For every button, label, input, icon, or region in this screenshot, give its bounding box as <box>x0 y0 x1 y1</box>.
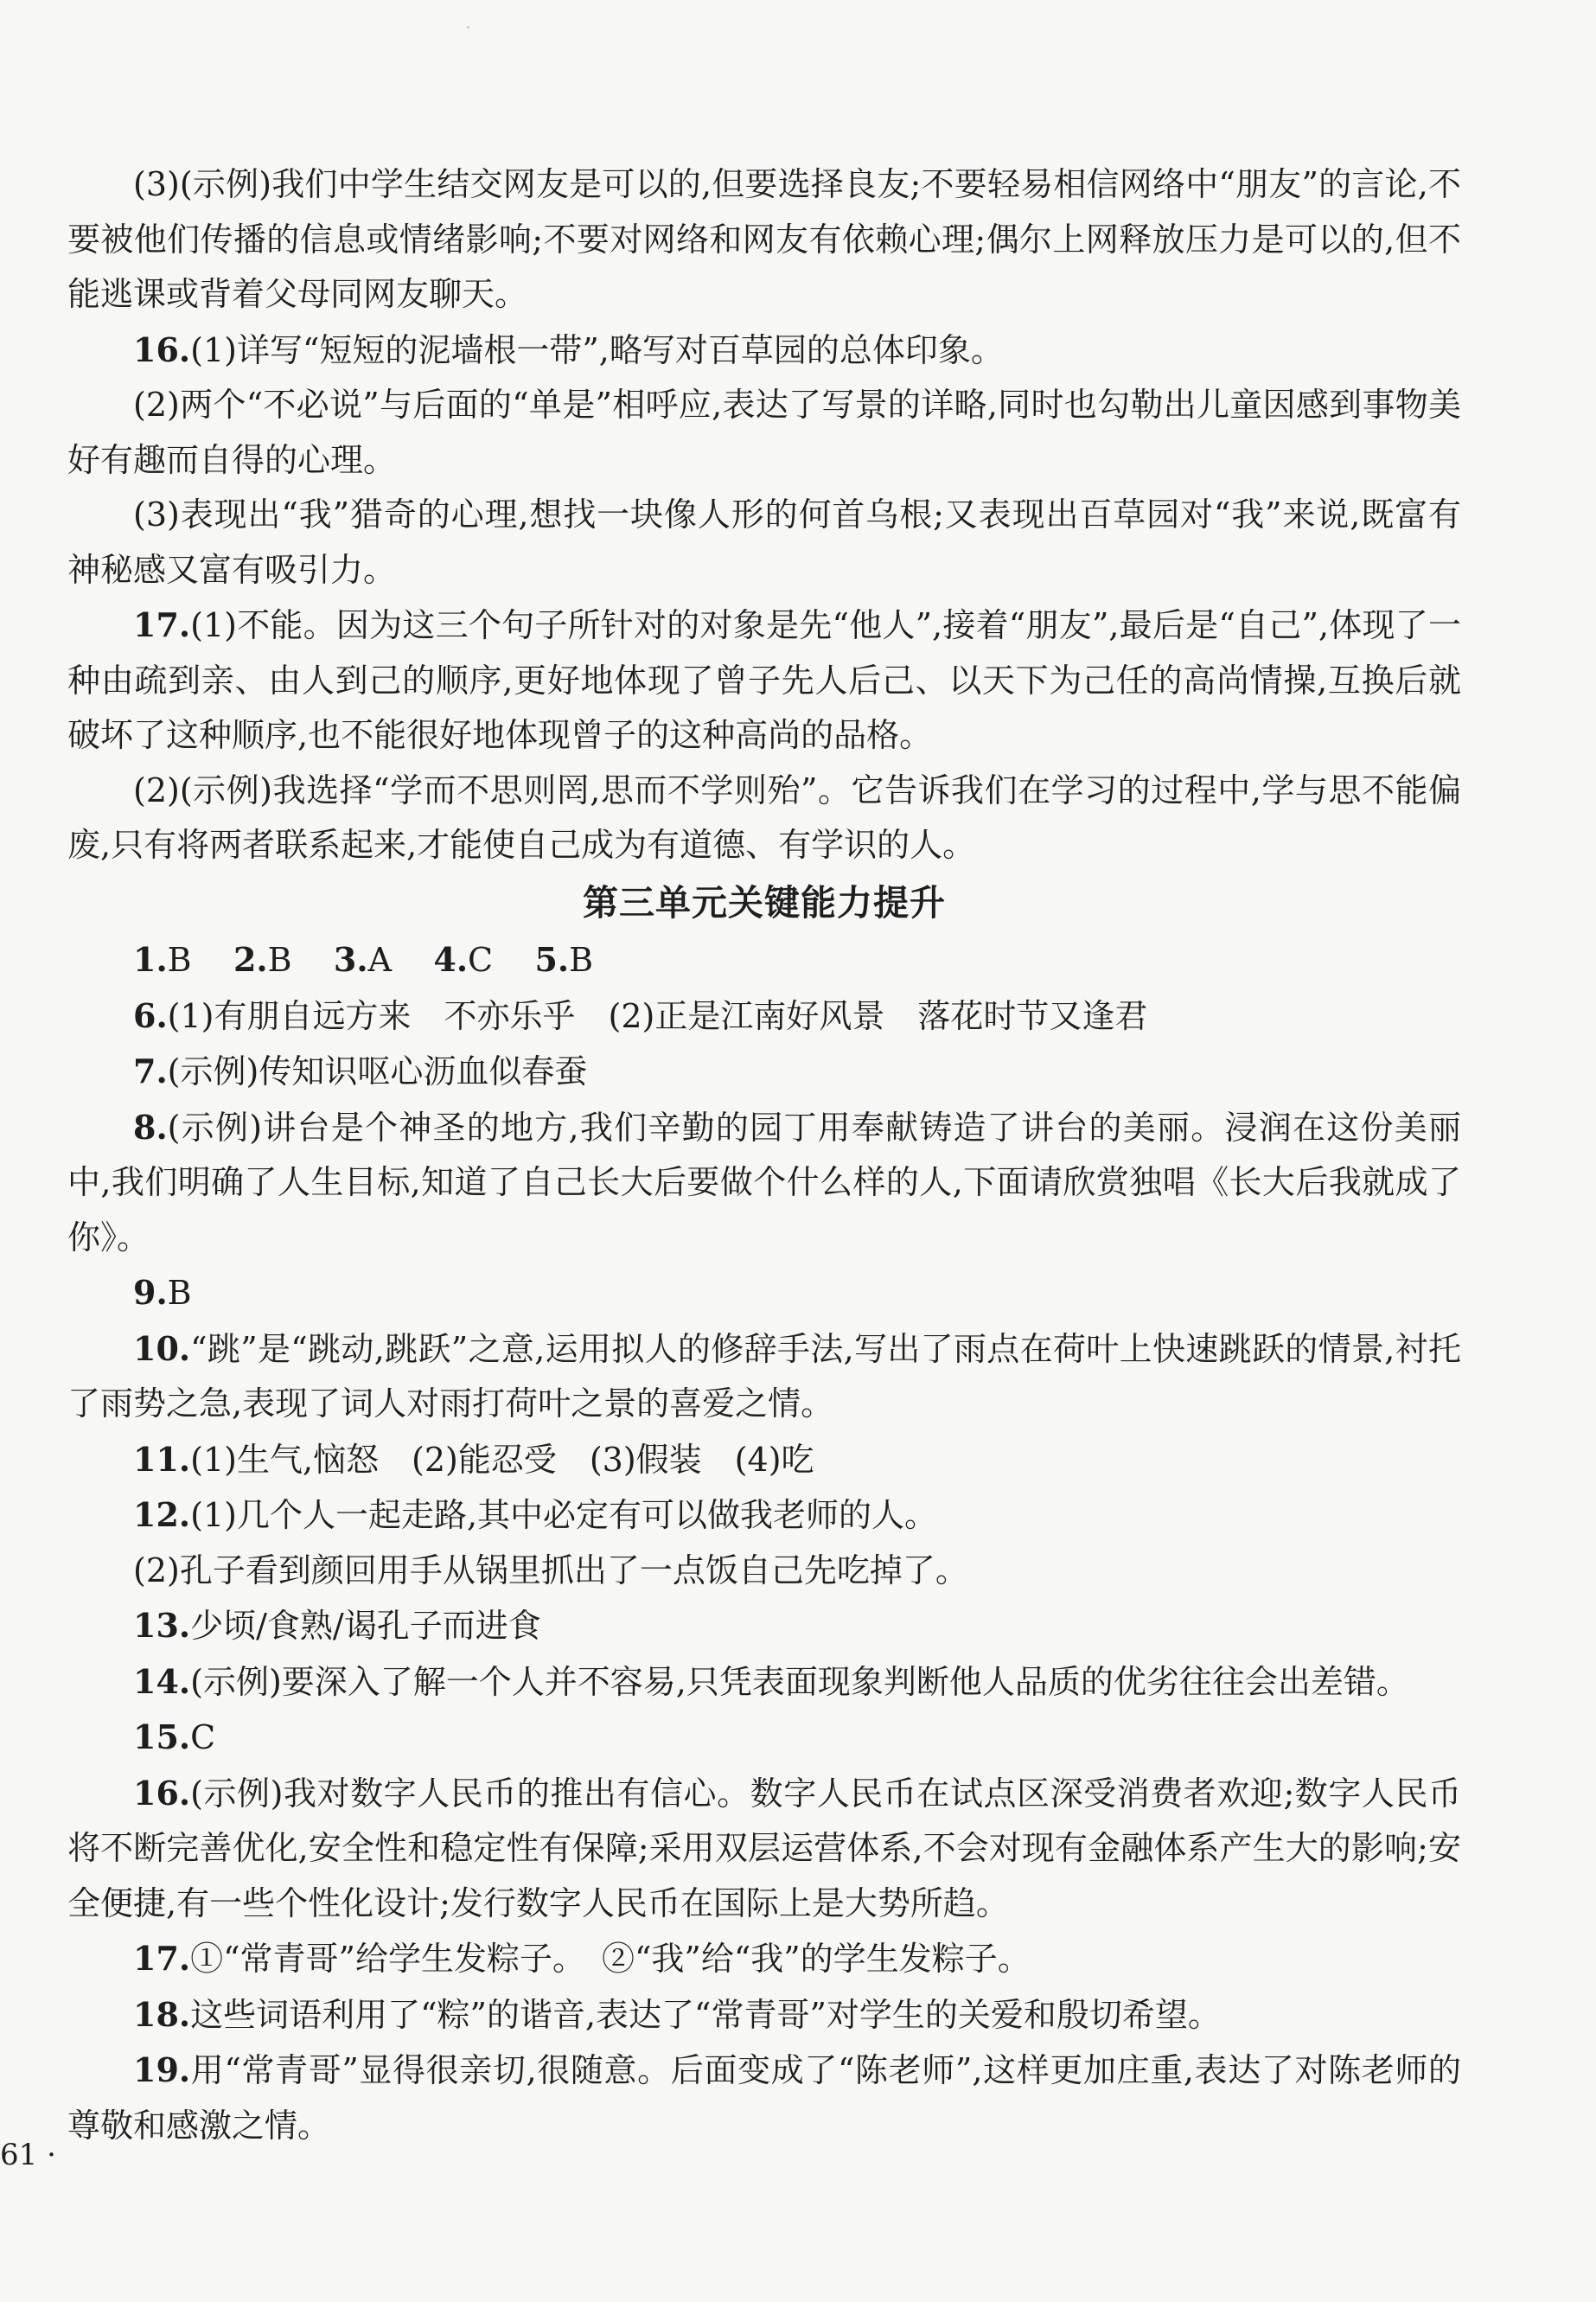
question-number: 19. <box>133 2050 191 2089</box>
mc-answer-4: 4.C <box>433 940 494 979</box>
answer-paragraph <box>67 1766 1461 1932</box>
answer-paragraph <box>67 1987 1461 2043</box>
answers-after-section <box>67 988 1461 2154</box>
answer-text: (1)详写“短短的泥墙根一带”,略写对百草园的总体印象。 <box>190 330 1004 369</box>
question-number: 12. <box>133 1495 191 1534</box>
question-number: 13. <box>133 1606 191 1645</box>
answer-paragraph <box>67 1710 1461 1766</box>
question-number: 9. <box>133 1273 168 1312</box>
answer-paragraph <box>67 1100 1461 1266</box>
question-number: 17. <box>133 605 191 644</box>
question-number: 7. <box>133 1052 168 1090</box>
answer-paragraph <box>67 378 1461 488</box>
answer-paragraph <box>67 988 1461 1045</box>
answer-text: (3)表现出“我”猎奇的心理,想找一块像人形的何首乌根;又表现出百草园对“我”来说,既富有神秘感又富有吸引力。 <box>67 496 1461 589</box>
answer-text: (1)生气,恼怒 (2)能忍受 (3)假装 (4)吃 <box>190 1440 814 1479</box>
question-number: 16. <box>133 329 191 369</box>
answer-paragraph <box>67 1321 1461 1432</box>
page-number: 61 · <box>0 2138 56 2172</box>
section-title: 第三单元关键能力提升 <box>583 881 946 924</box>
answer-paragraph <box>67 1598 1461 1654</box>
answer-text: “跳”是“跳动,跳跃”之意,运用拟人的修辞手法,写出了雨点在荷叶上快速跳跃的情景,衬托了雨势之急,表现了词人对雨打荷叶之景的喜爱之情。 <box>67 1329 1461 1423</box>
answer-paragraph <box>67 598 1461 764</box>
answer-text: 少顷/食熟/谒孔子而进食 <box>190 1607 541 1645</box>
answer-paragraph <box>67 1931 1461 1987</box>
question-number: 15. <box>133 1717 191 1756</box>
mc-answer-2: 2.B <box>233 940 292 979</box>
answer-text: (1)有朋自远方来 不亦乐乎 (2)正是江南好风景 落花时节又逢君 <box>167 996 1148 1035</box>
answers-before-section <box>67 157 1461 873</box>
answer-text: (3)(示例)我们中学生结交网友是可以的,但要选择良友;不要轻易相信网络中“朋友”的言论,不要被他们传播的信息或情绪影响;不要对网络和网友有依赖心理;偶尔上网释放压力是可以的,但不能逃课或背着父母同网友聊天。 <box>67 165 1461 313</box>
answer-paragraph <box>67 323 1461 379</box>
answer-text: 用“常青哥”显得很亲切,很随意。后面变成了“陈老师”,这样更加庄重,表达了对陈老师的尊敬和感激之情。 <box>67 2051 1461 2145</box>
question-number: 17. <box>133 1939 191 1978</box>
question-number: 14. <box>133 1661 191 1701</box>
answer-paragraph <box>67 1654 1461 1711</box>
answer-paragraph <box>67 764 1461 873</box>
answer-text: (示例)传知识呕心沥血似春蚕 <box>167 1052 588 1090</box>
answer-paragraph <box>67 488 1461 598</box>
answer-paragraph <box>67 1544 1461 1599</box>
answer-text: (示例)要深入了解一个人并不容易,只凭表面现象判断他人品质的优劣往往会出差错。 <box>190 1662 1409 1701</box>
answer-text: ①“常青哥”给学生发粽子。 ②“我”给“我”的学生发粽子。 <box>190 1940 1031 1978</box>
question-number: 10. <box>133 1328 191 1368</box>
answer-paragraph <box>67 1044 1461 1100</box>
answer-text: (1)不能。因为这三个句子所针对的对象是先“他人”,接着“朋友”,最后是“自己”,体现了一种由疏到亲、由人到己的顺序,更好地体现了曾子先人后己、以天下为己任的高尚情操,互换后就破坏了这种顺序,也不能很好地体现曾子的这种高尚的品格。 <box>67 606 1461 754</box>
answer-paragraph <box>67 1487 1461 1544</box>
question-number: 16. <box>133 1773 191 1813</box>
mc-answers-line <box>67 932 1461 988</box>
answer-paragraph <box>67 1432 1461 1488</box>
page-content <box>67 157 1461 2153</box>
answer-text: B <box>167 1274 192 1312</box>
answer-text: 这些词语利用了“粽”的谐音,表达了“常青哥”对学生的关爱和殷切希望。 <box>190 1995 1221 2034</box>
answer-paragraph <box>67 1265 1461 1321</box>
answer-text: (示例)讲台是个神圣的地方,我们辛勤的园丁用奉献铸造了讲台的美丽。浸润在这份美丽中,我们明确了人生目标,知道了自己长大后要做个什么样的人,下面请欣赏独唱《长大后我就成了你》。 <box>67 1108 1461 1257</box>
answer-paragraph <box>67 2043 1461 2153</box>
answer-text: (2)(示例)我选择“学而不思则罔,思而不学则殆”。它告诉我们在学习的过程中,学与思不能偏废,只有将两者联系起来,才能使自己成为有道德、有学识的人。 <box>67 771 1461 864</box>
answer-text: (2)孔子看到颜回用手从锅里抓出了一点饭自己先吃掉了。 <box>133 1551 968 1589</box>
answer-text: (1)几个人一起走路,其中必定有可以做我老师的人。 <box>190 1496 938 1534</box>
answer-text: (示例)我对数字人民币的推出有信心。数字人民币在试点区深受消费者欢迎;数字人民币将不断完善优化,安全性和稳定性有保障;采用双层运营体系,不会对现有金融体系产生大的影响;安全便捷,有一些个性化设计;发行数字人民币在国际上是大势所趋。 <box>67 1774 1461 1922</box>
mc-answer-3: 3.A <box>333 940 393 979</box>
question-number: 6. <box>133 995 168 1035</box>
scan-speck <box>467 26 469 29</box>
question-number: 8. <box>133 1107 168 1147</box>
answer-paragraph <box>67 157 1461 323</box>
answer-text: (2)两个“不必说”与后面的“单是”相呼应,表达了写景的详略,同时也勾勒出儿童因感到事物美好有趣而自得的心理。 <box>67 386 1461 479</box>
question-number: 18. <box>133 1994 191 2034</box>
answer-text: C <box>190 1718 216 1756</box>
question-number: 11. <box>133 1439 191 1479</box>
mc-answer-1: 1.B <box>133 940 192 979</box>
mc-answer-5: 5.B <box>534 940 594 979</box>
